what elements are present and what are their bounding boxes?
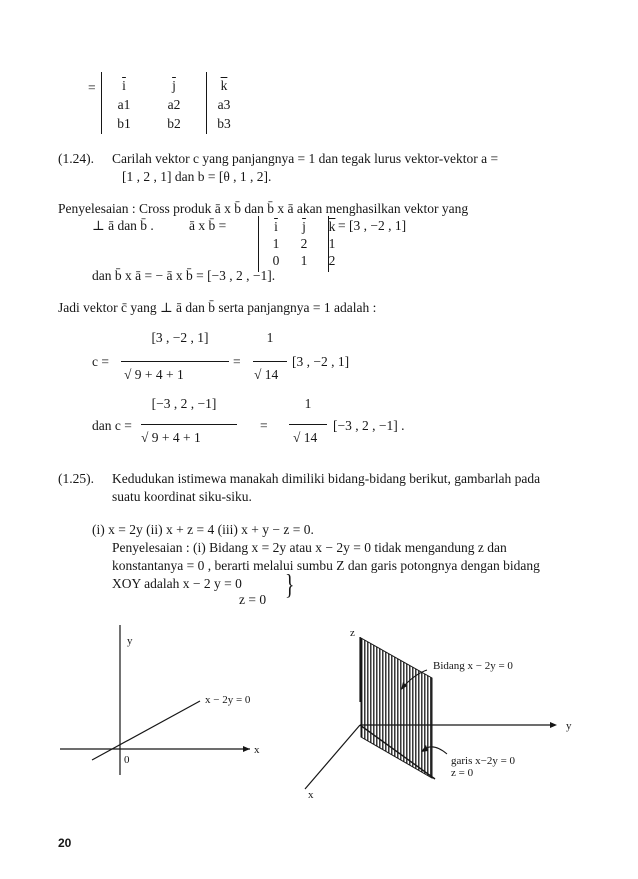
eq1-den2: √ 14 <box>254 367 279 382</box>
question-124-line2: [1 , 2 , 1] dan b = [θ , 1 , 2]. <box>122 169 272 184</box>
eq2-lhs: dan c = <box>92 418 132 433</box>
figure-left-origin-label: 0 <box>124 754 130 766</box>
figure-right-z-label: z <box>350 627 355 639</box>
question-125-parts: (i) x = 2y (ii) x + z = 4 (iii) x + y − z = 0. <box>92 522 314 537</box>
s-cell-22: 1 <box>300 253 308 268</box>
question-124-line1: Carilah vektor c yang panjangnya = 1 dan tegak lurus vektor-vektor a = <box>112 151 499 166</box>
solution-125-line4: z = 0 <box>239 592 267 607</box>
solution-125-line3: XOY adalah x − 2 y = 0 <box>112 576 242 591</box>
figure-right-3d-plot <box>295 632 565 812</box>
y-axis-arrow-icon <box>550 722 557 728</box>
eq1-fraction-bar <box>121 361 229 362</box>
s-cell-13: 1 <box>328 236 336 251</box>
s-cell-23: 2 <box>328 253 336 268</box>
question-125-line1: Kedudukan istimewa manakah dimiliki bidang-bidang berikut, gambarlah pada <box>112 471 541 486</box>
eq1-result: [3 , −2 , 1] <box>292 354 350 369</box>
top-matrix <box>104 76 244 133</box>
solution-matrix <box>262 218 346 269</box>
s-unit-i: $\overline{i}$ <box>274 219 278 234</box>
s-cell-11: 1 <box>272 236 280 251</box>
figure-left-y-label: y <box>127 635 133 647</box>
eq2-fraction-bar2 <box>289 424 327 425</box>
system-brace-icon: } <box>285 570 295 601</box>
s-unit-j: $\overline{j}$ <box>302 219 306 234</box>
page-number: 20 <box>58 836 72 850</box>
eq1-lhs: c = <box>92 354 109 369</box>
unit-i: $\overline{i}$ <box>122 78 126 93</box>
conclusion-line: Jadi vektor c̄ yang ⊥ ā dan b̄ serta panjangnya = 1 adalah : <box>58 300 377 315</box>
solution-124-perp: ⊥ ā dan b̄ . <box>92 218 154 233</box>
eq2-denominator: √ 9 + 4 + 1 <box>141 430 201 445</box>
solution-124-cross-result: = [3 , −2 , 1] <box>338 218 407 233</box>
cell-a3: a3 <box>217 97 231 112</box>
cell-a2: a2 <box>167 97 181 112</box>
eq1-denominator: √ 9 + 4 + 1 <box>124 367 184 382</box>
question-125-line2: suatu koordinat siku-siku. <box>112 489 252 504</box>
eq1-num2: 1 <box>266 330 274 345</box>
cell-b1: b1 <box>117 116 131 131</box>
eq1-fraction-bar2 <box>253 361 287 362</box>
eq2-result: [−3 , 2 , −1] . <box>333 418 405 433</box>
solution-125-line2: konstantanya = 0 , berarti melalui sumbu Z dan garis potongnya dengan bidang <box>112 558 540 573</box>
question-125-number: (1.25). <box>58 471 94 486</box>
s-cell-21: 0 <box>272 253 280 268</box>
eq2-numerator: [−3 , 2 , −1] <box>151 396 217 411</box>
figure-right-line-label1: garis x−2y = 0 <box>451 755 516 767</box>
cell-b2: b2 <box>167 116 181 131</box>
figure-right-y-label: y <box>566 720 572 732</box>
cell-b3: b3 <box>217 116 231 131</box>
eq1-equals: = <box>233 354 241 369</box>
unit-k: $\overline{k}$ <box>220 78 228 93</box>
eq2-fraction-bar <box>141 424 237 425</box>
solution-124-cross-label: ā x b̄ = <box>189 218 227 233</box>
unit-j: $\overline{j}$ <box>172 78 176 93</box>
top-matrix-equals: = <box>88 80 96 95</box>
figure-right-plane-label: Bidang x − 2y = 0 <box>433 660 513 672</box>
eq2-den2: √ 14 <box>293 430 318 445</box>
hatched-plane <box>361 638 432 778</box>
figure-left-x-label: x <box>254 744 260 756</box>
x-axis-arrow-icon <box>243 746 250 752</box>
solution-125-line1: Penyelesaian : (i) Bidang x = 2y atau x − 2y = 0 tidak mengandung z dan <box>112 540 507 555</box>
eq2-num2: 1 <box>304 396 312 411</box>
eq2-equals: = <box>260 418 268 433</box>
line-x-minus-2y <box>92 701 200 760</box>
top-matrix-left-bar <box>101 72 102 134</box>
figure-right-line-label2: z = 0 <box>451 767 474 779</box>
figure-right-x-label: x <box>308 789 314 801</box>
solution-matrix-left-bar <box>258 216 259 272</box>
solution-124-line3: dan b̄ x ā = − ā x b̄ = [−3 , 2 , −1]. <box>92 268 276 283</box>
cell-a1: a1 <box>117 97 131 112</box>
s-unit-k: $\overline{k}$ <box>328 219 336 234</box>
x-axis-line-3d <box>305 725 360 789</box>
eq1-numerator: [3 , −2 , 1] <box>151 330 209 345</box>
figure-left-line-label: x − 2y = 0 <box>205 694 251 706</box>
question-124-number: (1.24). <box>58 151 94 166</box>
solution-124-line1: Penyelesaian : Cross produk ā x b̄ dan b̄ x ā akan menghasilkan vektor yang <box>58 201 469 216</box>
s-cell-12: 2 <box>300 236 308 251</box>
